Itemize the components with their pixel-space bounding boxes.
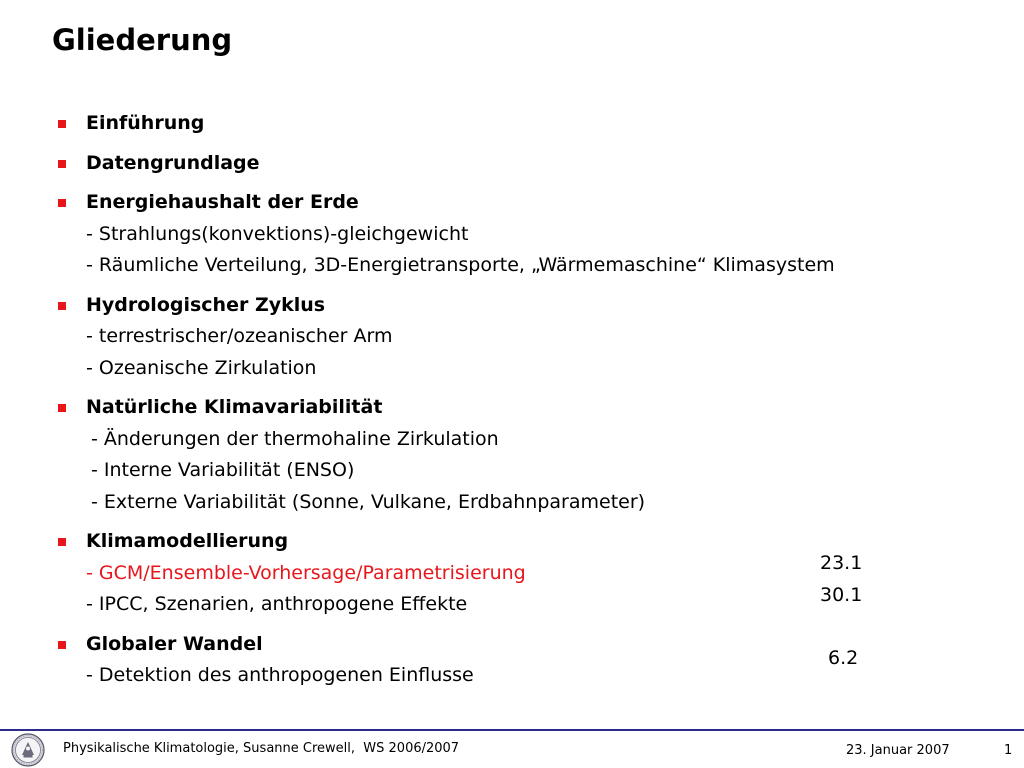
footer-divider [0,729,1024,731]
lecture-date: 23.1 [820,552,863,574]
lecture-date: 30.1 [820,583,863,606]
outline-subitem: - Räumliche Verteilung, 3D-Energietransporte, „Wärmemaschine“ Klimasystem [86,254,835,276]
outline-item-einfuehrung [56,108,996,140]
outline-item-title: Natürliche Klimavariabilität [86,396,383,418]
outline-item-title: Hydrologischer Zyklus [86,293,326,316]
square-bullet-icon [58,160,66,168]
outline-subitem: - Detektion des anthropogenen Einflusse [86,664,474,686]
footer-course-info: Physikalische Klimatologie, Susanne Crewell, WS 2006/2007 [63,741,460,756]
square-bullet-icon [58,538,66,546]
outline-subitem: - IPCC, Szenarien, anthropogene Effekte [86,593,468,615]
outline-subitem: - Strahlungs(konvektions)-gleichgewicht [86,222,469,245]
outline-item-energiehaushalt [56,187,996,282]
outline-item-datengrundlage [56,148,996,180]
outline-item-hydrologischer-zyklus [56,290,996,385]
square-bullet-icon [58,199,66,207]
footer-date: 23. Januar 2007 [846,743,950,758]
page-number: 1 [1004,743,1013,758]
outline-item-title: Globaler Wandel [86,632,263,655]
square-bullet-icon [58,641,66,649]
outline-subitem: - Interne Variabilität (ENSO) [91,459,355,481]
outline-subitem: - terrestrischer/ozeanischer Arm [86,325,393,347]
outline-item-title: Einführung [86,112,205,134]
lecture-date: 6.2 [828,646,859,669]
outline-item-klimavariabilitaet [56,392,996,518]
slide-title: Gliederung [52,23,233,57]
square-bullet-icon [58,404,66,412]
outline-item-title: Klimamodellierung [86,530,289,552]
university-seal-icon [11,733,45,767]
outline-subitem: - Externe Variabilität (Sonne, Vulkane, Erdbahnparameter) [91,490,646,513]
outline-item-title: Energiehaushalt der Erde [86,191,359,213]
square-bullet-icon [58,302,66,310]
square-bullet-icon [58,120,66,128]
lecture-dates [820,548,890,674]
outline-subitem: - Ozeanische Zirkulation [86,356,317,379]
outline-item-title: Datengrundlage [86,151,260,174]
outline-subitem: - Änderungen der thermohaline Zirkulation [91,427,499,450]
outline-subitem-highlighted: - GCM/Ensemble-Vorhersage/Parametrisierung [86,561,526,584]
lecture-date-spacer [820,611,890,643]
